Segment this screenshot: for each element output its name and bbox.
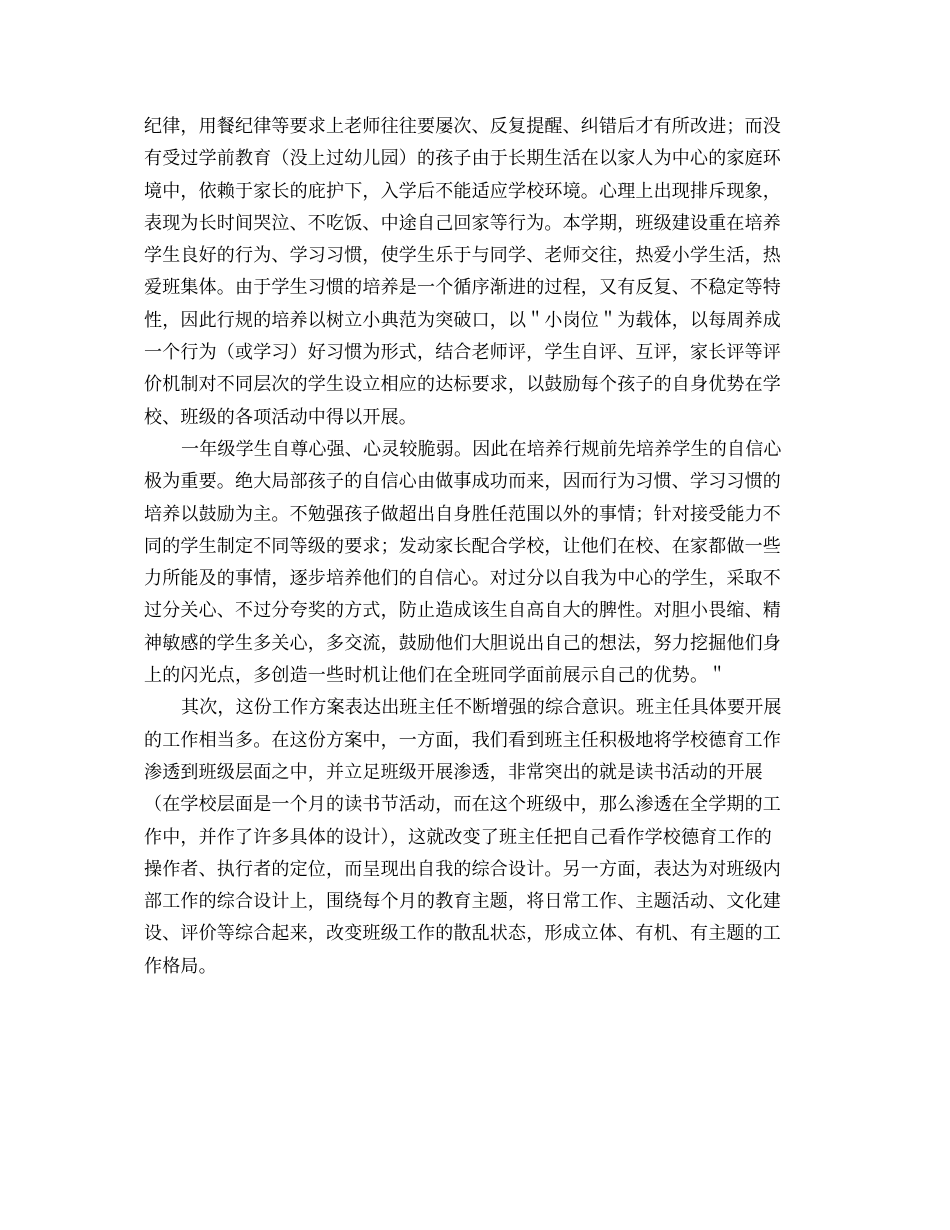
- text-line: （在学校层面是一个月的读书节活动，而在这个班级中，那么渗透在全学期的工: [144, 794, 781, 816]
- text-line: 作中，并作了许多具体的设计），这就改变了班主任把自己看作学校德育工作的: [144, 826, 772, 848]
- text-line: 一年级学生自尊心强、心灵较脆弱。因此在培养行规前先培养学生的自信心: [181, 438, 782, 460]
- text-line: 力所能及的事情，逐步培养他们的自信心。对过分以自我为中心的学生，采取不: [144, 568, 781, 590]
- text-line: 极为重要。绝大局部孩子的自信心由做事成功而来，因而行为习惯、学习习惯的: [144, 471, 781, 493]
- document-body: [144, 111, 810, 983]
- text-line: 渗透到班级层面之中，并立足班级开展渗透，非常突出的就是读书活动的开展: [144, 761, 763, 783]
- text-line: 价机制对不同层次的学生设立相应的达标要求，以鼓励每个孩子的自身优势在学: [144, 374, 781, 396]
- text-line: 学生良好的行为、学习习惯，使学生乐于与同学、老师交往，热爱小学生活，热: [144, 245, 781, 267]
- text-line: 过分关心、不过分夸奖的方式，防止造成该生自高自大的脾性。对胆小畏缩、精: [144, 600, 781, 622]
- text-line: 一个行为（或学习）好习惯为形式，结合老师评，学生自评、互评，家长评等评: [144, 342, 781, 364]
- text-line: 纪律，用餐纪律等要求上老师往往要屡次、反复提醒、纠错后才有所改进；而没: [144, 116, 781, 137]
- text-line: 上的闪光点，多创造一些时机让他们在全班同学面前展示自己的优势。＂: [144, 665, 727, 687]
- text-line: 其次，这份工作方案表达出班主任不断增强的综合意识。班主任具体要开展: [181, 697, 782, 719]
- text-line: 作格局。: [144, 955, 217, 977]
- text-line: 同的学生制定不同等级的要求；发动家长配合学校，让他们在校、在家都做一些: [144, 535, 781, 557]
- text-line: 部工作的综合设计上，围绕每个月的教育主题，将日常工作、主题活动、文化建: [144, 891, 781, 913]
- text-line: 培养以鼓励为主。不勉强孩子做超出自身胜任范围以外的事情；针对接受能力不: [144, 503, 781, 525]
- paragraph-3: [144, 692, 810, 983]
- text-line: 性，因此行规的培养以树立小典范为突破口，以＂小岗位＂为载体，以每周养成: [144, 309, 781, 331]
- text-line: 爱班集体。由于学生习惯的培养是一个循序渐进的过程，又有反复、不稳定等特: [144, 277, 781, 299]
- text-line: 有受过学前教育（没上过幼儿园）的孩子由于长期生活在以家人为中心的家庭环: [144, 148, 781, 170]
- text-line: 设、评价等综合起来，改变班级工作的散乱状态，形成立体、有机、有主题的工: [144, 923, 781, 945]
- text-line: 的工作相当多。在这份方案中，一方面，我们看到班主任积极地将学校德育工作: [144, 729, 781, 751]
- paragraph-2: [144, 434, 810, 692]
- paragraph-1: [144, 111, 810, 434]
- text-line: 境中，依赖于家长的庇护下，入学后不能适应学校环境。心理上出现排斥现象，: [144, 180, 781, 202]
- text-line: 表现为长时间哭泣、不吃饭、中途自己回家等行为。本学期，班级建设重在培养: [144, 212, 781, 234]
- text-line: 操作者、执行者的定位，而呈现出自我的综合设计。另一方面，表达为对班级内: [144, 858, 781, 880]
- text-line: 神敏感的学生多关心，多交流，鼓励他们大胆说出自己的想法，努力挖掘他们身: [144, 632, 781, 654]
- text-line: 校、班级的各项活动中得以开展。: [144, 406, 417, 428]
